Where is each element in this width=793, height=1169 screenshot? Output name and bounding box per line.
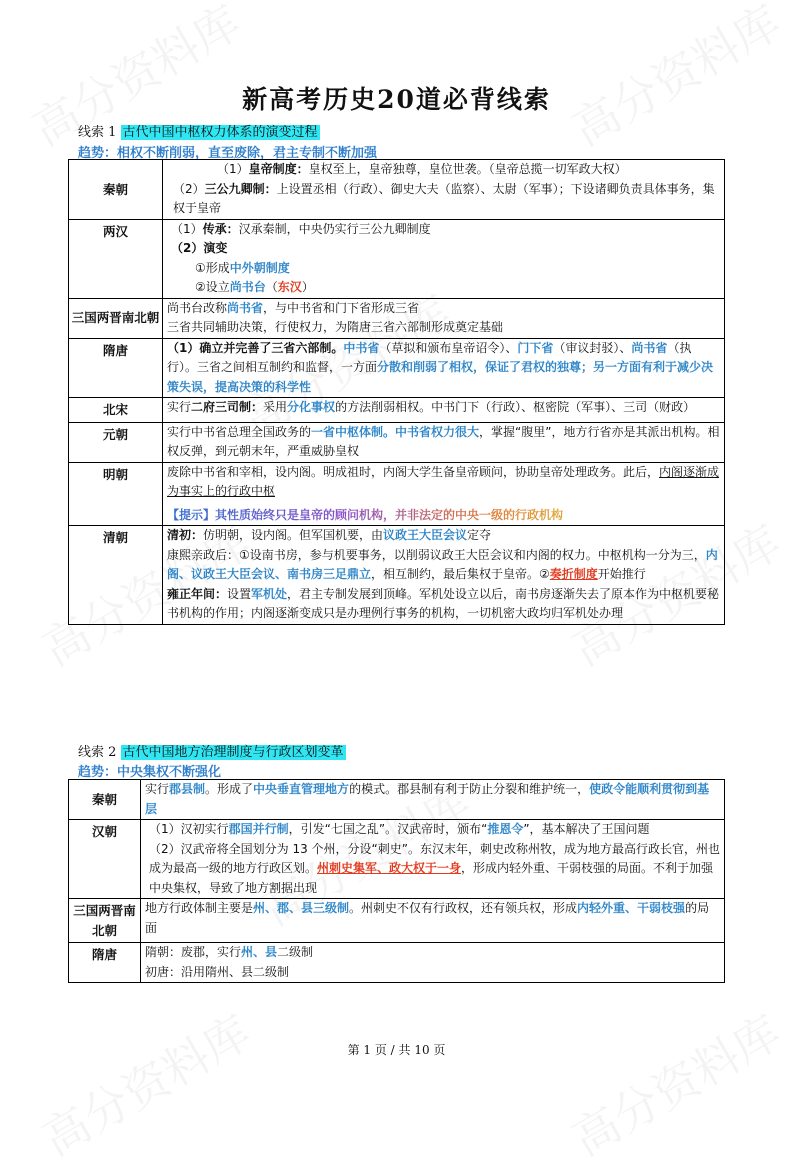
content-cell: （1）皇帝制度：皇权至上，皇帝独尊，皇位世袭。（皇帝总揽一切军政大权） （2）三公九卿制：上设置丞相（行政）、御史大夫（监察）、太尉（军事）；下设诸卿负责具体事务，集权于皇帝 (163, 160, 725, 220)
table-row (69, 422, 725, 462)
section-2-trend: 趋势：中央集权不断强化 (78, 765, 222, 780)
era-cell: 三国两晋南北朝 (69, 298, 163, 338)
era-cell: 元朝 (69, 422, 163, 462)
content-cell: 实行二府三司制：采用分化事权的方法削弱相权。中书门下（行政）、枢密院（军事）、三司（财政） (163, 398, 725, 423)
era-cell: 隋唐 (69, 943, 141, 983)
era-cell: 清朝 (69, 526, 163, 625)
watermark (559, 997, 791, 1169)
table-row (69, 462, 725, 526)
section-2-number: 线索 2 (78, 745, 117, 760)
section-1-topic: 古代中国中枢权力体系的演变过程 (122, 125, 318, 140)
era-cell: 三国两晋南北朝 (69, 899, 141, 943)
page-footer: 第 1 页 / 共 10 页 (347, 1043, 446, 1057)
era-cell: 秦朝 (69, 780, 141, 820)
content-cell: （1）传承：汉承秦制，中央仍实行三公九卿制度 （2）演变 ①形成中外朝制度 ②设立尚书台（东汉） (163, 219, 725, 298)
section-1-trend: 趋势：相权不断削弱，直至废除，君主专制不断加强 (78, 146, 378, 161)
content-cell: （1）确立并完善了三省六部制。中书省（草拟和颁布皇帝诏令）、门下省（审议封驳）、尚书省（执行）。三省之间相互制约和监督，一方面分散和削弱了相权，保证了君权的独尊；另一方面有利于减少决策失误，提高决策的科学性 (163, 338, 725, 398)
table-row (69, 298, 725, 338)
section-1-number: 线索 1 (78, 125, 117, 140)
era-cell: 秦朝 (69, 160, 163, 220)
section-2-label (78, 741, 346, 760)
content-cell: 尚书台改称尚书省，与中书省和门下省形成三省 三省共同辅助决策，行使权力，为隋唐三省六部制形成奠定基础 (163, 298, 725, 338)
table-row (69, 219, 725, 298)
content-cell: 实行郡县制。形成了中央垂直管理地方的模式。郡县制有利于防止分裂和维护统一，使政令能顺利贯彻到基层 (141, 780, 725, 820)
table-row (69, 398, 725, 423)
content-cell: 清初：仿明朝，设内阁。但军国机要，由议政王大臣会议定夺 康熙亲政后：①设南书房，参与机要事务，以削弱议政王大臣会议和内阁的权力。中枢机构一分为三，内阁、议政王大臣会议、南书房三足鼎立，相互制约，最后集权于皇帝。②奏折制度开始推行 雍正年间：设置军机处，君主专制发展到顶峰。军机处设立以后，南书房逐渐失去了原本作为中枢机要秘书机构的作用；内阁逐渐变成只是办理例行事务的机构，一切机密大政均归军机处办理 (163, 526, 725, 625)
table-row (69, 526, 725, 625)
table-row (69, 780, 725, 820)
tip-note: 【提示】其性质始终只是皇帝的顾问机构，并非法定的中央一级的行政机构 (167, 507, 564, 522)
section-1-label (78, 121, 320, 140)
table-row (69, 338, 725, 398)
watermark (29, 997, 261, 1169)
section-2-table (68, 779, 725, 983)
table-row (69, 899, 725, 943)
content-cell: 地方行政体制主要是州、郡、县三级制。州刺史不仅有行政权，还有领兵权，形成内轻外重、干弱枝强的局面 (141, 899, 725, 943)
content-cell: 废除中书省和宰相，设内阁。明成祖时，内阁大学生备皇帝顾问，协助皇帝处理政务。此后，内阁逐渐成为事实上的行政中枢 【提示】其性质始终只是皇帝的顾问机构，并非法定的中央一级的行政机构 (163, 462, 725, 526)
content-cell: 隋朝：废郡，实行州、县二级制 初唐：沿用隋州、县二级制 (141, 943, 725, 983)
table-row (69, 160, 725, 220)
table-row (69, 943, 725, 983)
era-cell: 明朝 (69, 462, 163, 526)
era-cell: 汉朝 (69, 820, 141, 899)
era-cell: 两汉 (69, 219, 163, 298)
era-cell: 北宋 (69, 398, 163, 423)
era-cell: 隋唐 (69, 338, 163, 398)
content-cell: 实行中书省总理全国政务的一省中枢体制。中书省权力很大，掌握“腹里”，地方行省亦是其派出机构。相权反弹，到元朝末年，严重威胁皇权 (163, 422, 725, 462)
section-2-topic: 古代中国地方治理制度与行政区划变革 (122, 745, 344, 760)
table-row (69, 820, 725, 899)
section-1-table (68, 159, 725, 625)
content-cell: （1）汉初实行郡国并行制，引发“七国之乱”。汉武帝时，颁布“推恩令”，基本解决了王国问题 （2）汉武帝将全国划分为 13 个州，分设“刺史”。东汉末年，刺史改称州牧，成为地方最高行政长官，州也成为最高一级的地方行政区划。州刺史集军、政大权于一身，形成内轻外重、干弱枝强的局面。不利于加强中央集权，导致了地方割据出现 (141, 820, 725, 899)
page-title: 新高考历史20道必背线索 (242, 85, 551, 114)
